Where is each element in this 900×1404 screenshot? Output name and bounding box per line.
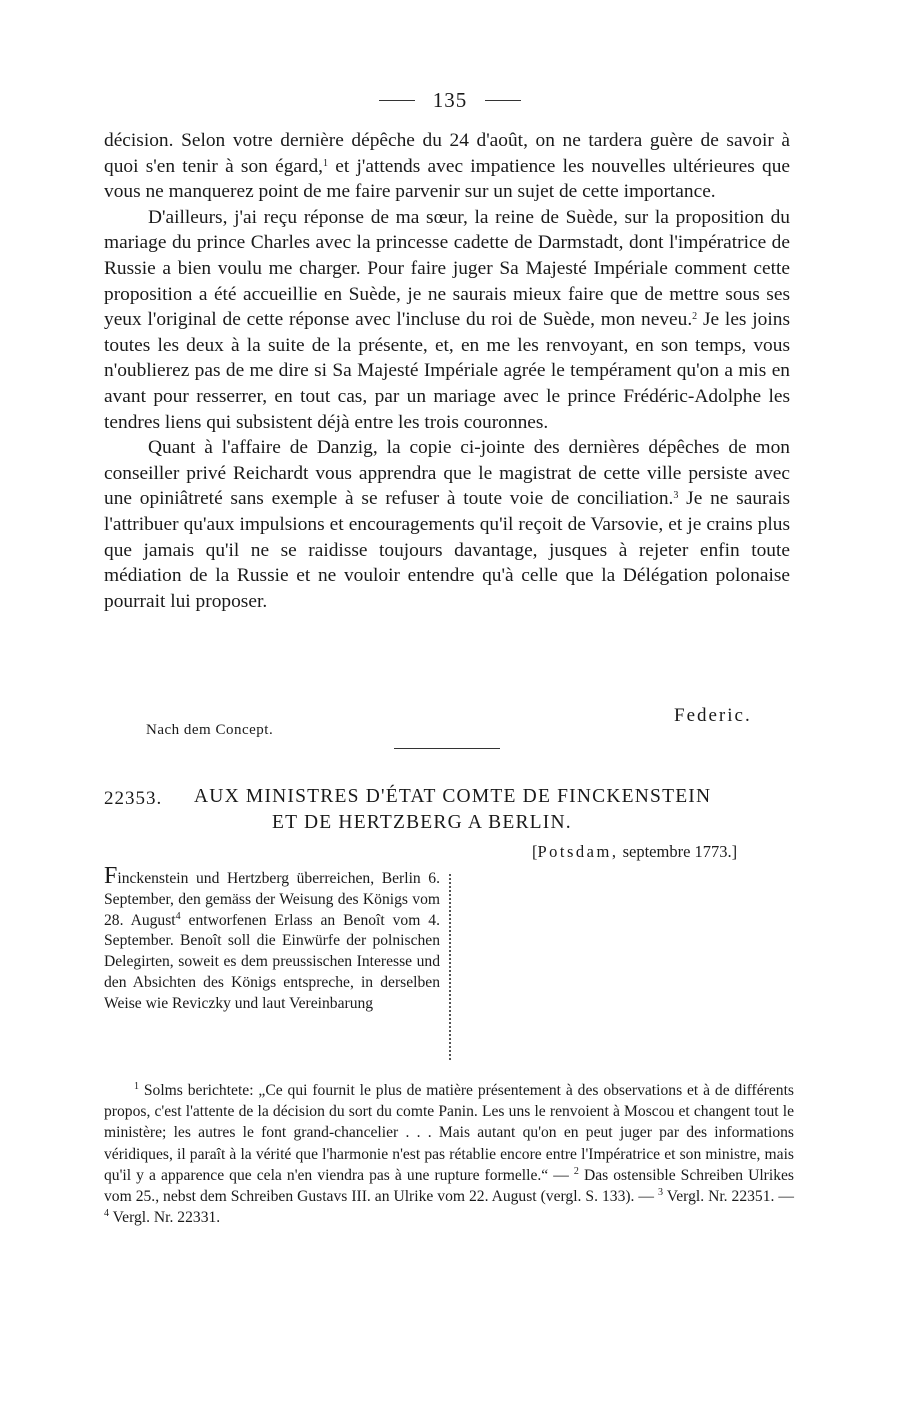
footnote-ref-1: 1	[323, 157, 329, 169]
footnotes	[104, 1080, 794, 1228]
dateline-place: Potsdam,	[537, 842, 619, 861]
footnote-3: Vergl. Nr. 22351. —	[663, 1188, 794, 1206]
dateline: [Potsdam, septembre 1773.]	[532, 842, 738, 861]
source-note: Nach dem Concept.	[146, 722, 274, 738]
header-rule-right	[485, 100, 521, 101]
paragraph-3: Quant à l'affaire de Danzig, la copie ci-jointe des dernières dépêches de mon conseiller privé Reichardt vous apprendra que le magistrat de cette ville persiste avec une opiniâtreté sans exemple à se refuser à toute voie de conciliation.$^3$ Je ne saurais l'attribuer qu'aux impulsions et encouragements qu'il reçoit de Varsovie, et je crains plus que jamais qu'il ne se raidisse toujours davantage, jusques à rejeter enfin toute médiation de la Russie et ne vouloir entendre qu'à celle que la Délégation polonaise pourrait lui proposer.	[104, 437, 791, 612]
footnote-2: Das ostensible Schreiben Ulrikes vom 25., nebst dem Schreiben Gustavs III. an Ulrike vom 22. August (vergl. S. 133). —	[104, 1166, 794, 1206]
footnote-ref-2: 2	[692, 311, 698, 323]
footnote-4: Vergl. Nr. 22331.	[109, 1209, 221, 1227]
paragraph-1: décision. Selon votre dernière dépêche du 24 d'août, on ne tardera guère de savoir à quoi s'en tenir à son égard,$^1$ et j'attends avec impatience les nouvelles ultérieures que vous ne manquerez point de me faire parvenir sur un sujet de cette importance.	[104, 130, 791, 203]
footnote-block	[104, 1080, 794, 1228]
drop-cap: F	[104, 863, 118, 889]
footnote-1: Solms berichtete: „Ce qui fournit le plus de matière présentement à des observations et à de différents propos, c'est l'attente de la décision du sort du comte Panin. Les uns le renvoient à Moscou et changent tout le ministère; les autres le font grand-chancelier . . . Mais autant qu'on en peut juger par des informations véridiques, il paraît à la vérité que l'harmonie n'est pas rétablie encore entre l'Impératrice et son ministre, mais qu'il y a apparence que cela n'en viendra pas à une rupture formelle.“ —	[104, 1082, 794, 1184]
section-divider	[394, 748, 500, 749]
header-rule-left	[379, 100, 415, 101]
page-number: 135	[432, 88, 468, 112]
footnote-ref-3: 3	[673, 490, 679, 502]
document-title-line-2: ET DE HERTZBERG A BERLIN.	[272, 812, 572, 833]
document-title-line-1: AUX MINISTRES D'ÉTAT COMTE DE FINCKENSTEIN	[194, 786, 712, 807]
summary-margin-rule	[449, 874, 451, 1060]
footnote-mark-2: 2	[573, 1165, 579, 1177]
dateline-date: septembre 1773.]	[618, 842, 738, 861]
footnote-mark-3: 3	[658, 1187, 664, 1199]
paragraph-2: D'ailleurs, j'ai reçu réponse de ma sœur, la reine de Suède, sur la proposition du mariage du prince Charles avec la princesse cadette de Darmstadt, dont l'impératrice de Russie a bien voulu me charger. Pour faire juger Sa Majesté Impériale comment cette proposition a été accueillie en Suède, je ne saurais mieux faire que de mettre sous ses yeux l'original de cette réponse avec l'incluse du roi de Suède, mon neveu.$^2$ Je les joins toutes les deux à la suite de la présente, et, en me les renvoyant, en son temps, vous n'oublierez pas de me dire si Sa Majesté Impériale agrée le tempérament qu'on a mis en avant pour resserrer, en tout cas, par un mariage avec le prince Frédéric-Adolphe les tendres liens qui subsistent déjà entre les trois couronnes.	[104, 206, 790, 433]
document-number: 22353.	[104, 788, 163, 809]
page-header	[0, 88, 900, 113]
footnote-mark-1: 1	[134, 1081, 139, 1092]
letter-body	[104, 128, 790, 614]
document-summary: Finckenstein und Hertzberg überreichen, Berlin 6. September, den gemäss der Weisung des Königs vom 28. August$^4$ entworfenen Erlass an Benoît vom 4. September. Benoît soll die Einwürfe der polnischen Delegirten, soweit es dem preussischen Interesse und den Absichten des Königs entspreche, in derselben Weise wie Reviczky und laut Vereinbarung	[104, 863, 440, 1012]
footnote-mark-4: 4	[104, 1208, 109, 1220]
footnote-ref-4: 4	[175, 910, 181, 922]
signature: Federic.	[674, 705, 752, 726]
